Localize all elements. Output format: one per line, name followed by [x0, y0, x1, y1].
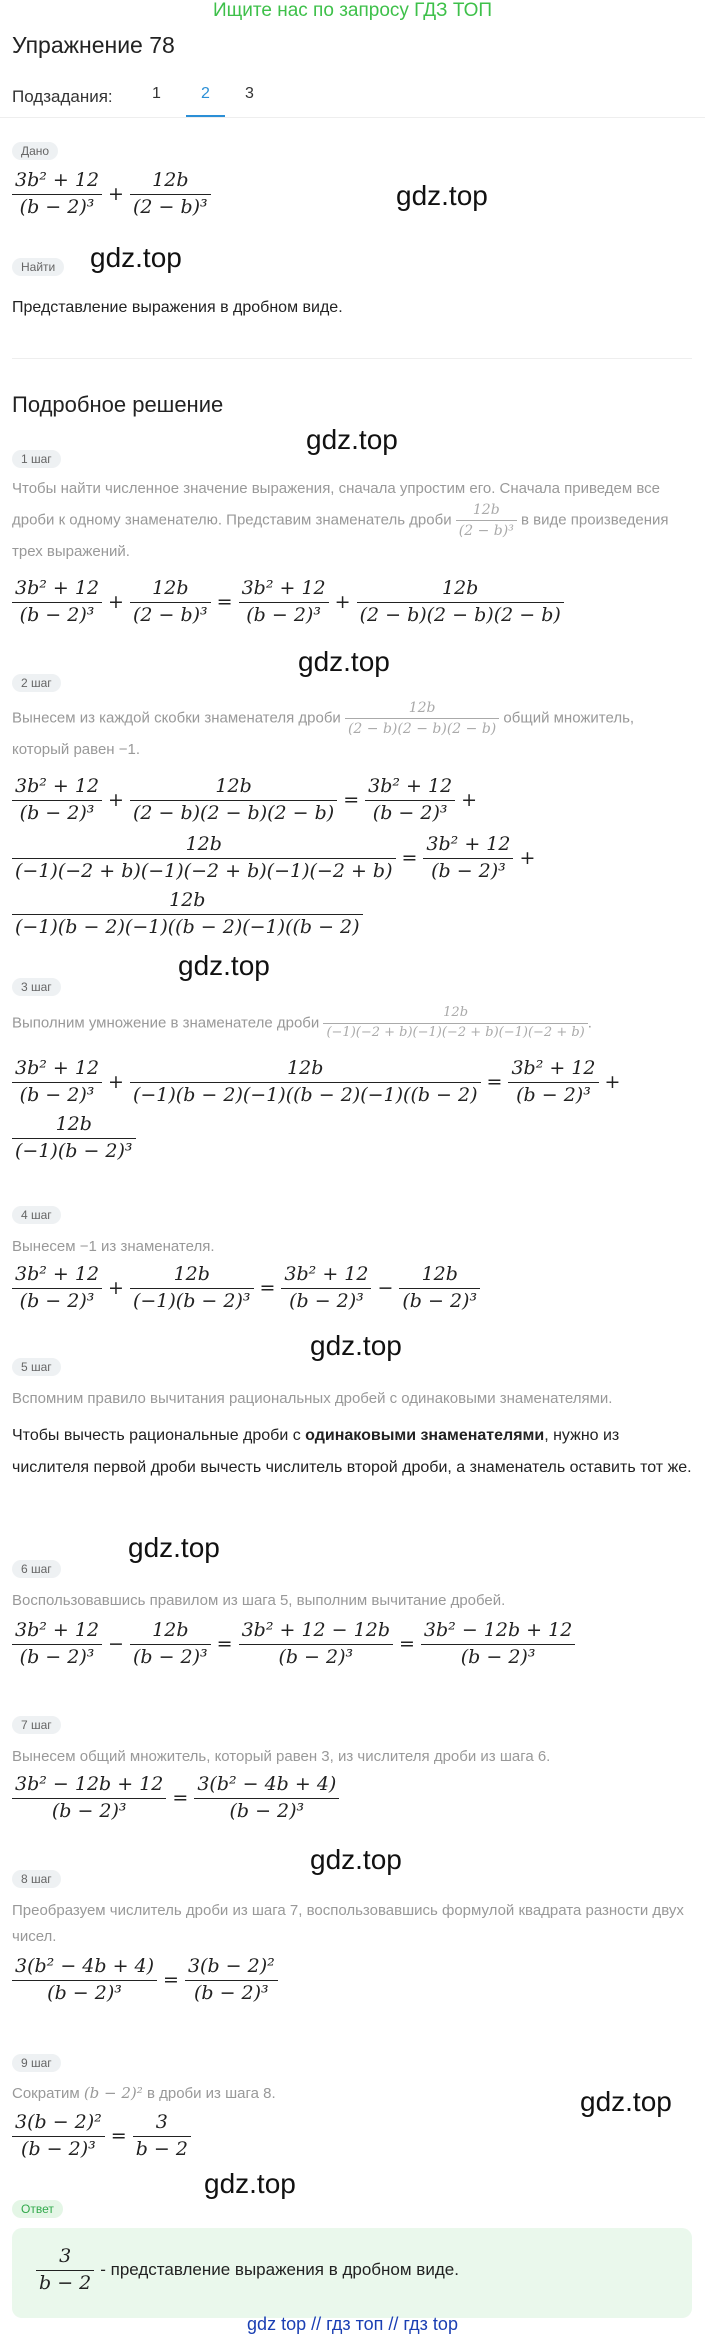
step-1-label: 1 шаг: [12, 450, 61, 468]
section-divider: [12, 358, 692, 359]
step-7-label: 7 шаг: [12, 1716, 61, 1734]
step-8-label: 8 шаг: [12, 1870, 61, 1888]
watermark: gdz.top: [204, 2168, 296, 2199]
step-2-expression-line-2: $\frac{12b}{(-1)(-2 + b)(-1)(-2 + b)(-1)(-2 + b)}$ = $\frac{\text{3b² + 12}}{\text{(b − 2)³}}$ +: [12, 834, 541, 883]
answer-text: - представление выражения в дробном виде.: [100, 2260, 459, 2280]
page-title: Упражнение 78: [12, 32, 175, 58]
step-6-text: Воспользовавшись правилом из шага 5, выполним вычитание дробей.: [12, 1592, 506, 1609]
given-expression: $\frac{\text{3b² + 12}}{\text{(b − 2)³}}$ + $\frac{12b}{\text{(2 − b)³}}$: [12, 170, 211, 219]
step-9-text: Сократим (b − 2)² в дроби из шага 8.: [12, 2084, 276, 2102]
step-5-text: Вспомним правило вычитания рациональных дробей с одинаковыми знаменателями.: [12, 1390, 613, 1407]
step-3-expression-line-2: $\frac{12b}{\text{(−1)(b − 2)³}}$: [12, 1114, 136, 1163]
step-8-expression: $\frac{\text{3(b² − 4b + 4)}}{\text{(b − 2)³}}$ = $\frac{\text{3(b − 2)²}}{\text{(b − 2)³}}$: [12, 1956, 278, 2005]
tab-subtask-3[interactable]: 3: [245, 85, 254, 102]
tabs-divider: [0, 117, 705, 118]
step-6-label: 6 шаг: [12, 1560, 61, 1578]
find-text: Представление выражения в дробном виде.: [12, 299, 343, 316]
step-2-text: Вынесем из каждой скобки знаменателя дроби $\frac{12b}{(2 - b)(2 - b)(2 - b)}$ общий множитель, который равен −1.: [12, 700, 635, 759]
watermark: gdz.top: [310, 1330, 402, 1361]
step-7-expression: $\frac{\text{3b² − 12b + 12}}{\text{(b − 2)³}}$ = $\frac{\text{3(b² − 4b + 4)}}{\text{(b − 2)³}}$: [12, 1774, 339, 1823]
step-4-text: Вынесем −1 из знаменателя.: [12, 1238, 215, 1255]
watermark: gdz.top: [128, 1532, 220, 1563]
watermark: gdz.top: [306, 424, 398, 455]
step-3-expression-line-1: $\frac{\text{3b² + 12}}{\text{(b − 2)³}}$ + $\frac{12b}{(-1)(b - 2)(-1)((b - 2)(-1)((b - 2)}$ = $\frac{\text{3b² + 12}}{\text{(b − 2)³}}$ +: [12, 1058, 626, 1107]
find-label: Найти: [12, 258, 64, 276]
step-2-expression-line-1: $\frac{\text{3b² + 12}}{\text{(b − 2)³}}$ + $\frac{12b}{(2 - b)(2 - b)(2 - b)}$ = $\frac{\text{3b² + 12}}{\text{(b − 2)³}}$ +: [12, 776, 483, 825]
tab-subtask-1[interactable]: 1: [152, 85, 161, 102]
top-banner: Ищите нас по запросу ГДЗ ТОП: [212, 0, 493, 21]
step-4-expression: $\frac{\text{3b² + 12}}{\text{(b − 2)³}}$ + $\frac{12b}{\text{(−1)(b − 2)³}}$ = $\frac{\text{3b² + 12}}{\text{(b − 2)³}}$ − $\frac{12b}{\text{(b − 2)³}}$: [12, 1264, 480, 1313]
step-9-label: 9 шаг: [12, 2054, 61, 2072]
subtraction-rule: Чтобы вычесть рациональные дроби с одинаковыми знаменателями, нужно из числителя первой дроби вычесть числитель второй дроби, а знаменатель оставить тот же.: [12, 1427, 692, 1476]
subtasks-label: Подзадания:: [12, 87, 113, 106]
step-5-label: 5 шаг: [12, 1358, 61, 1376]
footer-links[interactable]: gdz top // гдз топ // гдз top: [247, 2314, 458, 2334]
step-2-label: 2 шаг: [12, 674, 61, 692]
step-7-text: Вынесем общий множитель, который равен 3, из числителя дроби из шага 6.: [12, 1748, 551, 1765]
answer-content: $\frac{3}{b - 2}$ - представление выражения в дробном виде.: [36, 2246, 459, 2295]
solution-title: Подробное решение: [12, 392, 224, 417]
step-6-expression: $\frac{\text{3b² + 12}}{\text{(b − 2)³}}$ − $\frac{12b}{\text{(b − 2)³}}$ = $\frac{\text{3b² + 12 − 12b}}{\text{(b − 2)³}}$ = $\frac{\text{3b² − 12b + 12}}{\text{(b − 2)³}}$: [12, 1620, 575, 1669]
step-2-expression-line-3: $\frac{12b}{(-1)(b - 2)(-1)((b - 2)(-1)((b - 2)}$: [12, 890, 363, 939]
watermark: gdz.top: [178, 950, 270, 981]
tab-subtask-2[interactable]: 2: [186, 85, 225, 117]
step-1-expression: $\frac{\text{3b² + 12}}{\text{(b − 2)³}}$ + $\frac{12b}{\text{(2 − b)³}}$ = $\frac{\text{3b² + 12}}{\text{(b − 2)³}}$ + $\frac{12b}{(2 - b)(2 - b)(2 - b)}$: [12, 578, 564, 627]
watermark: gdz.top: [298, 646, 390, 677]
step-8-text: Преобразуем числитель дроби из шага 7, воспользовавшись формулой квадрата разности двух чисел.: [12, 1902, 684, 1945]
step-3-label: 3 шаг: [12, 978, 61, 996]
step-9-expression: $\frac{\text{3(b − 2)²}}{\text{(b − 2)³}}$ = $\frac{3}{b - 2}$: [12, 2112, 191, 2161]
watermark: gdz.top: [310, 1844, 402, 1875]
given-label: Дано: [12, 142, 58, 160]
answer-label: Ответ: [12, 2200, 63, 2218]
watermark: gdz.top: [90, 242, 182, 273]
watermark: gdz.top: [396, 180, 488, 211]
step-3-text: Выполним умножение в знаменателе дроби $\frac{12b}{(-1)(-2 + b)(-1)(-2 + b)(-1)(-2 + b)}$ .: [12, 1005, 592, 1040]
step-4-label: 4 шаг: [12, 1206, 61, 1224]
step-1-text: Чтобы найти численное значение выражения, сначала упростим его. Сначала приведем все дроби к одному знаменателю. Представим знаменатель дроби $\frac{12b}{\text{(2 − b)³}}$ в виде произведения трех выражений.: [12, 480, 669, 561]
watermark: gdz.top: [580, 2086, 672, 2117]
